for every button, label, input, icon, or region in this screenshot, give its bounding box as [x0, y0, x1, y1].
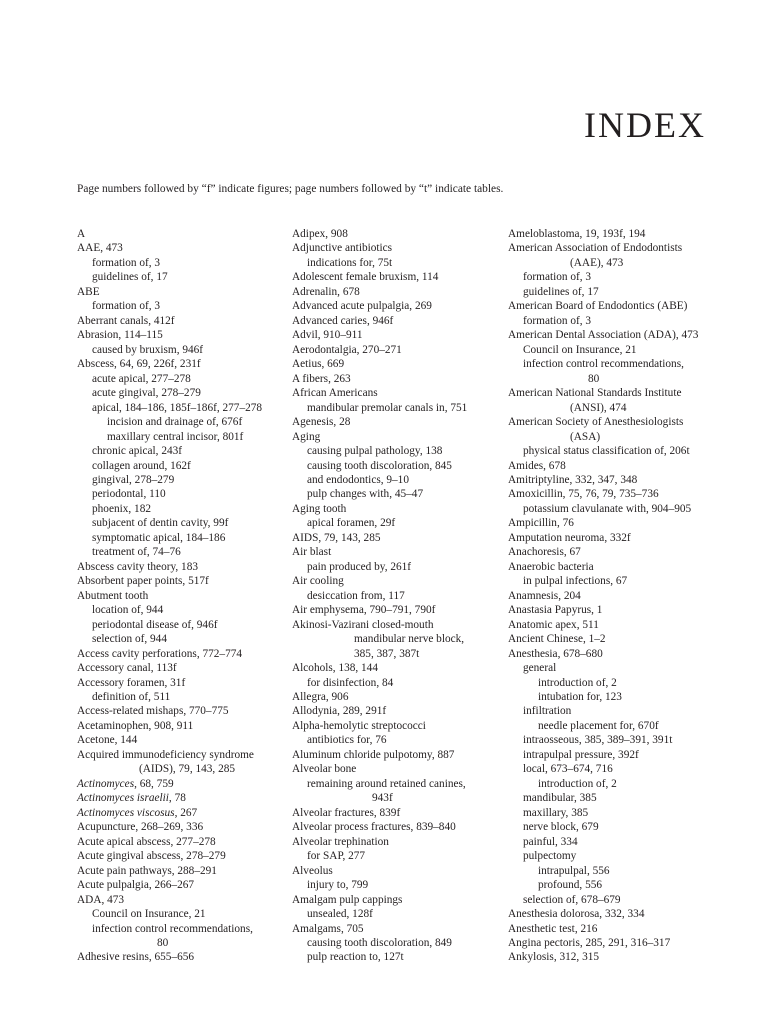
- index-entry: Aetius, 669: [292, 358, 345, 371]
- index-entry: Anatomic apex, 511: [508, 618, 599, 631]
- index-entry: Abscess, 64, 69, 226f, 231f: [77, 358, 201, 371]
- index-entry: introduction of, 2: [538, 777, 617, 790]
- index-entry: acute gingival, 278–279: [92, 387, 201, 400]
- index-entry: causing tooth discoloration, 849: [307, 936, 452, 949]
- index-entry: collagen around, 162f: [92, 459, 191, 472]
- index-entry: periodontal, 110: [92, 488, 166, 501]
- index-entry: Anamnesis, 204: [508, 589, 581, 602]
- page-title: INDEX: [584, 105, 706, 146]
- index-entry: intrapulpal, 556: [538, 864, 610, 877]
- index-entry: Amoxicillin, 75, 76, 79, 735–736: [508, 488, 659, 501]
- index-entry: American Dental Association (ADA), 473: [508, 329, 699, 342]
- index-entry: periodontal disease of, 946f: [92, 618, 218, 631]
- index-entry: Acute apical abscess, 277–278: [77, 835, 216, 848]
- index-entry: selection of, 944: [92, 633, 167, 646]
- index-entry: Ancient Chinese, 1–2: [508, 633, 606, 646]
- index-entry: indications for, 75t: [307, 256, 393, 269]
- index-entry: for SAP, 277: [307, 850, 366, 863]
- index-entry: Anachoresis, 67: [508, 546, 581, 559]
- index-entry: A: [77, 228, 86, 240]
- index-entry: general: [523, 662, 557, 675]
- index-entry: Acute gingival abscess, 278–279: [77, 850, 226, 863]
- index-entry: phoenix, 182: [92, 502, 151, 515]
- index-entry: Air emphysema, 790–791, 790f: [292, 604, 436, 617]
- index-entry: Aging tooth: [292, 502, 347, 515]
- index-entry: 80: [157, 936, 169, 949]
- index-entry: Access cavity perforations, 772–774: [77, 647, 243, 660]
- index-entry: chronic apical, 243f: [92, 445, 183, 458]
- index-entry: Amalgam pulp cappings: [292, 893, 403, 906]
- index-entry: mandibular, 385: [523, 792, 597, 805]
- index-entry: Aberrant canals, 412f: [77, 314, 175, 327]
- index-entry: ADA, 473: [77, 893, 125, 906]
- index-entry: Aerodontalgia, 270–271: [292, 343, 402, 356]
- index-entry: Council on Insurance, 21: [523, 343, 637, 356]
- index-entry: mandibular nerve block,: [354, 633, 465, 646]
- index-entry: injury to, 799: [307, 879, 369, 892]
- index-entry: Alveolus: [292, 864, 333, 877]
- index-entry: American Board of Endodontics (ABE): [508, 300, 688, 313]
- index-entry: Actinomyces viscosus, 267: [77, 806, 198, 819]
- index-entry: AIDS, 79, 143, 285: [292, 531, 381, 544]
- index-entry: subjacent of dentin cavity, 99f: [92, 517, 229, 530]
- index-entry: Alveolar bone: [292, 763, 357, 776]
- index-entry: Adjunctive antibiotics: [292, 242, 393, 255]
- index-entry: Aging: [292, 430, 321, 443]
- index-entry: Acquired immunodeficiency syndrome: [77, 748, 254, 761]
- index-entry: Accessory canal, 113f: [77, 662, 177, 675]
- index-entry: Anesthesia dolorosa, 332, 334: [508, 908, 645, 921]
- index-entry: selection of, 678–679: [523, 893, 621, 906]
- index-entry: caused by bruxism, 946f: [92, 343, 204, 356]
- index-entry: Aluminum chloride pulpotomy, 887: [292, 748, 455, 761]
- index-entry: Akinosi-Vazirani closed-mouth: [292, 618, 434, 631]
- index-entry: Acetone, 144: [77, 734, 138, 747]
- index-entry: desiccation from, 117: [307, 589, 405, 602]
- index-entry: Acute pulpalgia, 266–267: [77, 879, 195, 892]
- index-entry: Alveolar fractures, 839f: [292, 806, 401, 819]
- index-entry: Adipex, 908: [292, 228, 348, 240]
- index-entry: unsealed, 128f: [307, 908, 373, 921]
- index-entry: formation of, 3: [523, 271, 592, 284]
- index-entry: acute apical, 277–278: [92, 372, 191, 385]
- index-entry: Air cooling: [292, 575, 344, 588]
- index-entry: (ANSI), 474: [570, 401, 627, 414]
- index-entry: Agenesis, 28: [292, 416, 351, 429]
- index-entry: incision and drainage of, 676f: [107, 416, 243, 429]
- index-entry: remaining around retained canines,: [307, 777, 466, 790]
- index-entry: formation of, 3: [92, 300, 161, 313]
- index-entry: Anaerobic bacteria: [508, 560, 594, 573]
- index-note: Page numbers followed by “f” indicate figures; page numbers followed by “t” indicate tables.: [77, 183, 504, 195]
- index-entry: Advanced acute pulpalgia, 269: [292, 300, 432, 313]
- index-entry: American National Standards Institute: [508, 387, 682, 400]
- index-column-1: [77, 227, 282, 965]
- index-entry: treatment of, 74–76: [92, 546, 181, 559]
- index-entry: pulp changes with, 45–47: [307, 488, 424, 501]
- index-entry: apical foramen, 29f: [307, 517, 396, 530]
- index-entry: Allegra, 906: [292, 691, 349, 703]
- index-entry: Abscess cavity theory, 183: [77, 560, 198, 573]
- index-entry: Adrenalin, 678: [292, 285, 360, 298]
- index-entry: 385, 387, 387t: [354, 647, 420, 660]
- index-entry: Alveolar trephination: [292, 835, 389, 848]
- index-entry: definition of, 511: [92, 691, 171, 703]
- index-entry: introduction of, 2: [538, 676, 617, 689]
- index-entry: antibiotics for, 76: [307, 734, 387, 747]
- index-entry: gingival, 278–279: [92, 473, 175, 486]
- index-entry: maxillary, 385: [523, 806, 589, 819]
- index-entry: Anesthetic test, 216: [508, 922, 598, 935]
- index-entry: (ASA): [570, 430, 601, 443]
- index-entry: local, 673–674, 716: [523, 763, 613, 776]
- index-entry: Acupuncture, 268–269, 336: [77, 821, 204, 834]
- index-entry: Accessory foramen, 31f: [77, 676, 186, 689]
- index-entry: Acetaminophen, 908, 911: [77, 719, 194, 732]
- index-entry: Alpha-hemolytic streptococci: [292, 719, 426, 732]
- index-entry: Abrasion, 114–115: [77, 329, 163, 342]
- index-entry: infection control recommendations,: [92, 922, 253, 935]
- index-entry: causing tooth discoloration, 845: [307, 459, 452, 472]
- index-entry: Actinomyces israelii, 78: [77, 792, 186, 805]
- index-entry: 943f: [372, 792, 393, 805]
- index-entry: needle placement for, 670f: [538, 719, 659, 732]
- index-entry: Acute pain pathways, 288–291: [77, 864, 217, 877]
- index-entry: Amputation neuroma, 332f: [508, 531, 631, 544]
- index-entry: AAE, 473: [77, 242, 123, 255]
- index-entry: nerve block, 679: [523, 821, 599, 834]
- index-entry: infection control recommendations,: [523, 358, 684, 371]
- index-entry: painful, 334: [523, 835, 578, 848]
- index-entry: Amitriptyline, 332, 347, 348: [508, 473, 638, 486]
- index-entry: infiltration: [523, 705, 572, 718]
- index-entry: Advil, 910–911: [292, 329, 363, 342]
- index-entry: pulpectomy: [523, 850, 577, 863]
- index-entry: pain produced by, 261f: [307, 560, 412, 573]
- index-entry: in pulpal infections, 67: [523, 575, 628, 588]
- index-entry: location of, 944: [92, 604, 164, 617]
- index-entry: Actinomyces, 68, 759: [77, 777, 174, 790]
- index-entry: Angina pectoris, 285, 291, 316–317: [508, 936, 671, 949]
- index-entry: apical, 184–186, 185f–186f, 277–278: [92, 401, 263, 414]
- index-entry: maxillary central incisor, 801f: [107, 430, 244, 443]
- index-entry: for disinfection, 84: [307, 676, 394, 689]
- index-entry: Alcohols, 138, 144: [292, 662, 378, 675]
- index-entry: Adolescent female bruxism, 114: [292, 271, 439, 284]
- index-entry: physical status classification of, 206t: [523, 445, 690, 458]
- index-entry: and endodontics, 9–10: [307, 473, 409, 486]
- index-entry: Absorbent paper points, 517f: [77, 575, 209, 588]
- index-entry: American Society of Anesthesiologists: [508, 416, 684, 429]
- index-entry: Council on Insurance, 21: [92, 908, 206, 921]
- index-entry: formation of, 3: [92, 256, 161, 269]
- index-entry: Advanced caries, 946f: [292, 314, 394, 327]
- index-entry: Access-related mishaps, 770–775: [77, 705, 229, 718]
- index-entry: potassium clavulanate with, 904–905: [523, 502, 692, 515]
- index-column-2: [292, 227, 497, 965]
- index-entry: guidelines of, 17: [523, 285, 599, 298]
- index-entry: (AIDS), 79, 143, 285: [139, 763, 236, 776]
- index-entry: Alveolar process fractures, 839–840: [292, 821, 456, 834]
- index-entry: ABE: [77, 285, 100, 298]
- index-column-3: [508, 227, 713, 965]
- index-entry: American Association of Endodontists: [508, 242, 683, 255]
- index-entry: 80: [588, 372, 600, 385]
- index-entry: Allodynia, 289, 291f: [292, 705, 387, 718]
- index-entry: profound, 556: [538, 879, 603, 892]
- index-entry: Ankylosis, 312, 315: [508, 951, 600, 964]
- index-entry: African Americans: [292, 387, 378, 400]
- index-entry: Abutment tooth: [77, 589, 149, 602]
- index-entry: Ameloblastoma, 19, 193f, 194: [508, 228, 646, 240]
- index-entry: A fibers, 263: [292, 372, 351, 385]
- index-entry: intrapulpal pressure, 392f: [523, 748, 639, 761]
- index-entry: Anesthesia, 678–680: [508, 647, 603, 660]
- index-entry: Adhesive resins, 655–656: [77, 951, 195, 964]
- index-entry: formation of, 3: [523, 314, 592, 327]
- index-entry: intraosseous, 385, 389–391, 391t: [523, 734, 673, 747]
- index-entry: Ampicillin, 76: [508, 517, 574, 530]
- index-entry: symptomatic apical, 184–186: [92, 531, 226, 544]
- index-entry: Air blast: [292, 546, 332, 559]
- index-entry: pulp reaction to, 127t: [307, 951, 404, 964]
- index-entry: mandibular premolar canals in, 751: [307, 401, 468, 414]
- index-entry: Amalgams, 705: [292, 922, 364, 935]
- index-entry: Amides, 678: [508, 459, 566, 472]
- index-entry: causing pulpal pathology, 138: [307, 445, 443, 458]
- index-entry: guidelines of, 17: [92, 271, 168, 284]
- index-entry: (AAE), 473: [570, 256, 624, 269]
- index-entry: intubation for, 123: [538, 691, 622, 703]
- index-entry: Anastasia Papyrus, 1: [508, 604, 603, 617]
